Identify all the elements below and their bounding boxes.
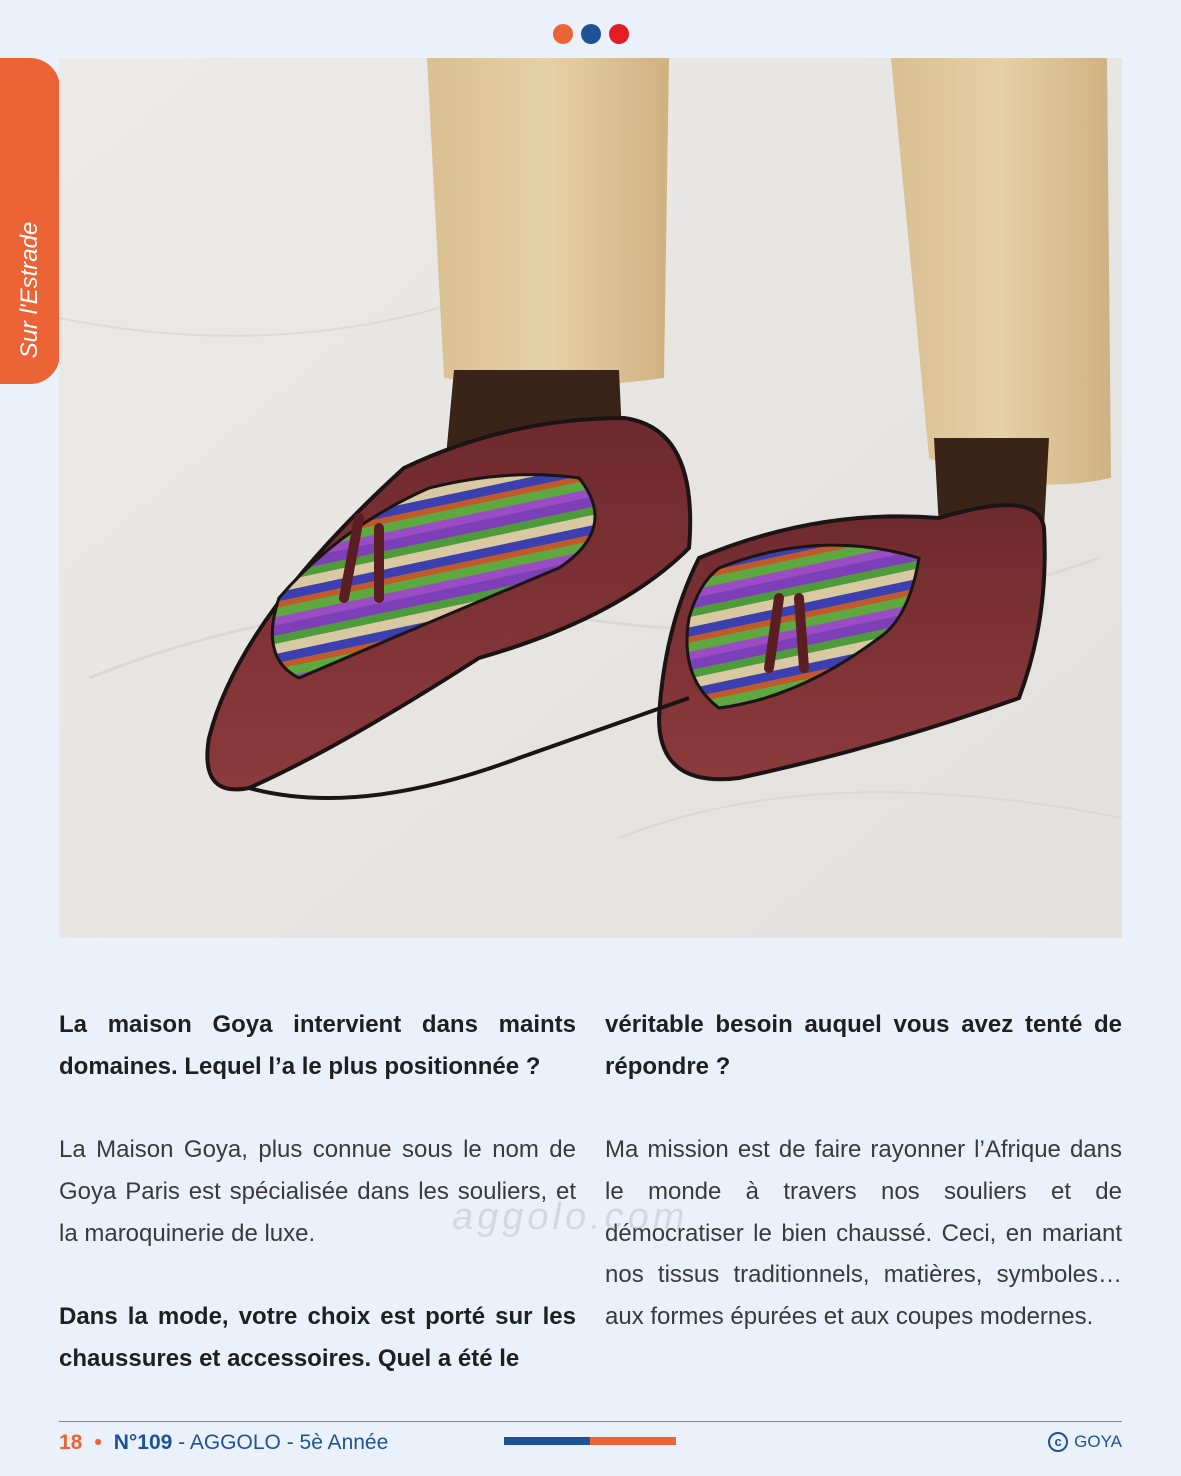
answer-1: La Maison Goya, plus connue sous le nom de Goya Paris est spécialisée dans les souliers, et la maroquinerie de luxe.	[59, 1136, 576, 1247]
magazine-info: - AGGOLO - 5è Année	[178, 1431, 389, 1454]
answer-2: Ma mission est de faire rayonner l’Afrique dans le monde à travers nos souliers et de démocratiser le bien chaussé. Ceci, en mariant nos tissus traditionnels, matières, symboles… aux formes épurées et aux coupes modernes.	[605, 1136, 1122, 1330]
question-1: La maison Goya intervient dans maints domaines. Lequel l’a le plus positionnée ?	[59, 1011, 576, 1080]
dot-red	[609, 24, 629, 44]
watermark: aggolo.com	[452, 1196, 689, 1238]
photo-credit	[1048, 1432, 1122, 1452]
section-tab-label: Sur l'Estrade	[16, 221, 43, 359]
copyright-icon: c	[1048, 1432, 1068, 1452]
question-2-continued: véritable besoin auquel vous avez tenté de répondre ?	[605, 1011, 1122, 1080]
footer-divider	[59, 1421, 1122, 1422]
issue-number: N°109	[113, 1431, 173, 1454]
header-dots	[553, 24, 629, 44]
credit-text: GOYA	[1074, 1432, 1122, 1451]
dot-orange	[553, 24, 573, 44]
dot-blue	[581, 24, 601, 44]
page-number: 18	[59, 1431, 83, 1454]
article-column-right	[605, 1004, 1122, 1338]
question-2: Dans la mode, votre choix est porté sur les chaussures et accessoires. Quel a été le	[59, 1302, 576, 1372]
shoes-photo	[59, 58, 1122, 938]
article-column-left	[59, 1004, 576, 1379]
footer-bullet: •	[94, 1431, 102, 1454]
footer-color-bar	[504, 1437, 676, 1445]
footer	[59, 1431, 388, 1455]
section-tab	[0, 58, 60, 384]
